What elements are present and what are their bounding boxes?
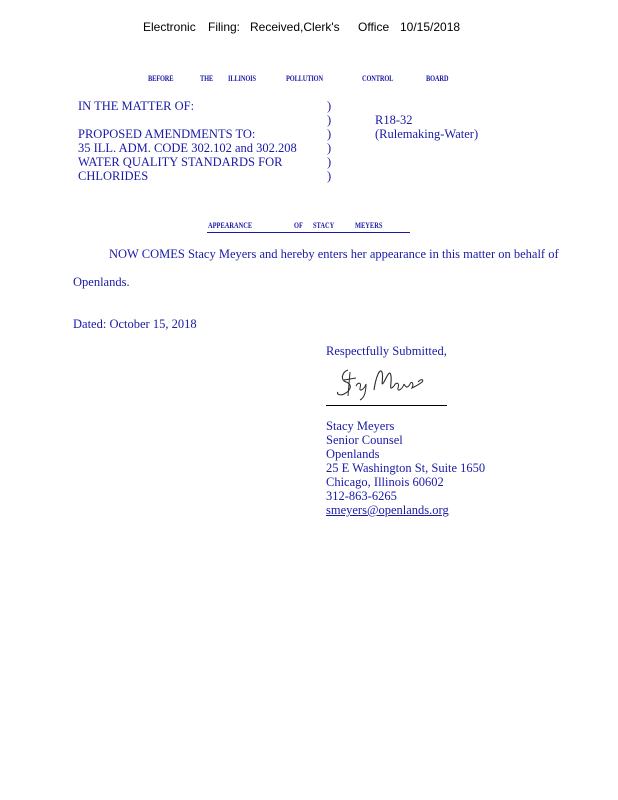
signer-title: Senior Counsel: [326, 433, 403, 447]
board-word-the: THE: [200, 74, 214, 83]
handwritten-signature: [334, 362, 426, 402]
dated-line: Dated: October 15, 2018: [73, 317, 197, 331]
caption-line-matter: IN THE MATTER OF:: [78, 99, 195, 113]
docket-block: [375, 113, 478, 141]
closing: Respectfully Submitted,: [326, 344, 447, 358]
address-line-2: Chicago, Illinois 60602: [326, 475, 444, 489]
board-word-illinois: ILLINOIS: [228, 74, 256, 83]
board-word-before: BEFORE: [148, 74, 174, 83]
paren: ): [327, 141, 332, 155]
phone-number: 312-863-6265: [326, 489, 397, 503]
email-link[interactable]: smeyers@openlands.org: [326, 503, 449, 517]
appearance-underline: [207, 232, 410, 233]
paren: ): [327, 127, 332, 141]
stamp-received: Received,Clerk's: [250, 20, 340, 34]
body-paragraph: NOW COMES Stacy Meyers and hereby enters her appearance in this matter on behalf of: [109, 247, 559, 261]
address-line-1: 25 E Washington St, Suite 1650: [326, 461, 486, 475]
signer-name: Stacy Meyers: [326, 419, 395, 433]
signature-line: [326, 405, 447, 406]
board-word-pollution: POLLUTION: [286, 74, 323, 83]
caption-line-proposed: PROPOSED AMENDMENTS TO:: [78, 127, 256, 141]
board-word-board: BOARD: [426, 74, 449, 83]
stamp-office: Office: [358, 20, 390, 34]
body-continuation: Openlands.: [73, 275, 130, 289]
docket-type: (Rulemaking-Water): [375, 127, 479, 141]
appearance-word-stacy: STACY: [313, 221, 335, 230]
caption-line-code: 35 ILL. ADM. CODE 302.102 and 302.208: [78, 141, 297, 155]
paren: ): [327, 155, 332, 169]
caption-line-standards: WATER QUALITY STANDARDS FOR: [78, 155, 283, 169]
case-caption: [78, 99, 297, 183]
appearance-word-appearance: APPEARANCE: [208, 221, 253, 230]
appearance-word-meyers: MEYERS: [355, 221, 383, 230]
svg-text:Stacy Meyers: Stacy Meyers: [334, 362, 340, 363]
signature-details: [326, 419, 485, 517]
caption-parentheses: [327, 99, 331, 183]
board-word-control: CONTROL: [362, 74, 394, 83]
docket-number: R18-32: [375, 113, 413, 127]
paren: ): [327, 113, 332, 127]
paren: ): [327, 169, 332, 183]
stamp-filing: Filing:: [208, 20, 241, 34]
paren: ): [327, 99, 332, 113]
signer-organization: Openlands: [326, 447, 380, 461]
stamp-date: 10/15/2018: [400, 20, 461, 34]
stamp-electronic: Electronic: [143, 20, 196, 34]
caption-line-chlorides: CHLORIDES: [78, 169, 149, 183]
appearance-word-of: OF: [294, 221, 303, 230]
